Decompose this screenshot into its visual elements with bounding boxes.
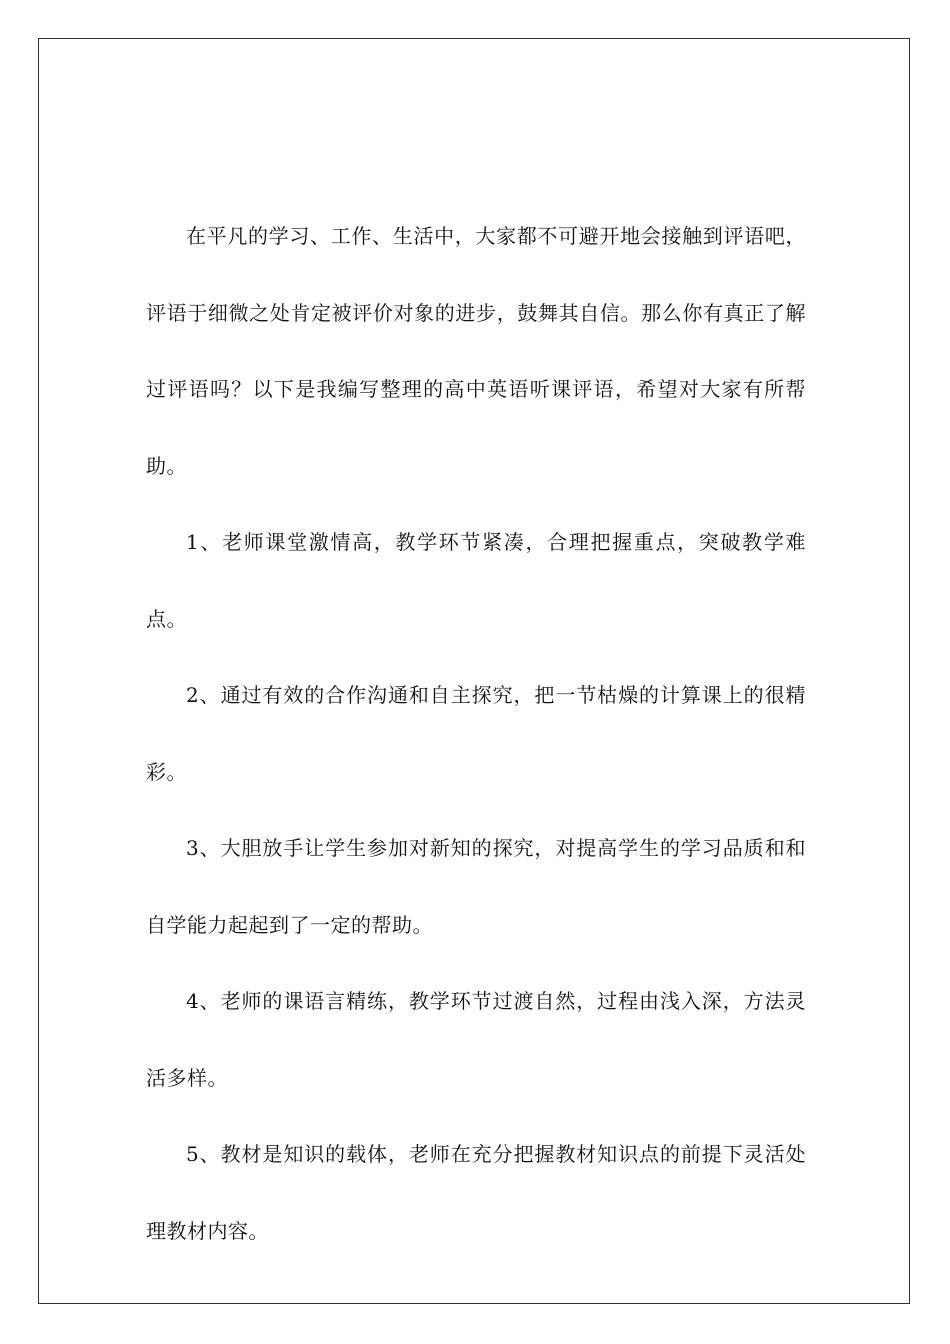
comment-paragraph-5: 5、教材是知识的载体，老师在充分把握教材知识点的前提下灵活处理教材内容。: [146, 1142, 806, 1243]
comment-paragraph-4: 4、老师的课语言精练，教学环节过渡自然，过程由浅入深，方法灵活多样。: [146, 989, 806, 1090]
comment-paragraph-2: 2、通过有效的合作沟通和自主探究，把一节枯燥的计算课上的很精彩。: [146, 683, 806, 784]
intro-paragraph: 在平凡的学习、工作、生活中，大家都不可避开地会接触到评语吧，评语于细微之处肯定被评价对象的进步，鼓舞其自信。那么你有真正了解过评语吗？以下是我编写整理的高中英语听课评语，希望对大家有所帮助。: [146, 224, 806, 478]
comment-paragraph-3: 3、大胆放手让学生参加对新知的探究，对提高学生的学习品质和和自学能力起起到了一定的帮助。: [146, 836, 806, 937]
comment-paragraph-1: 1、老师课堂激情高，教学环节紧凑，合理把握重点，突破教学难点。: [146, 530, 806, 631]
document-body: [146, 198, 806, 1269]
